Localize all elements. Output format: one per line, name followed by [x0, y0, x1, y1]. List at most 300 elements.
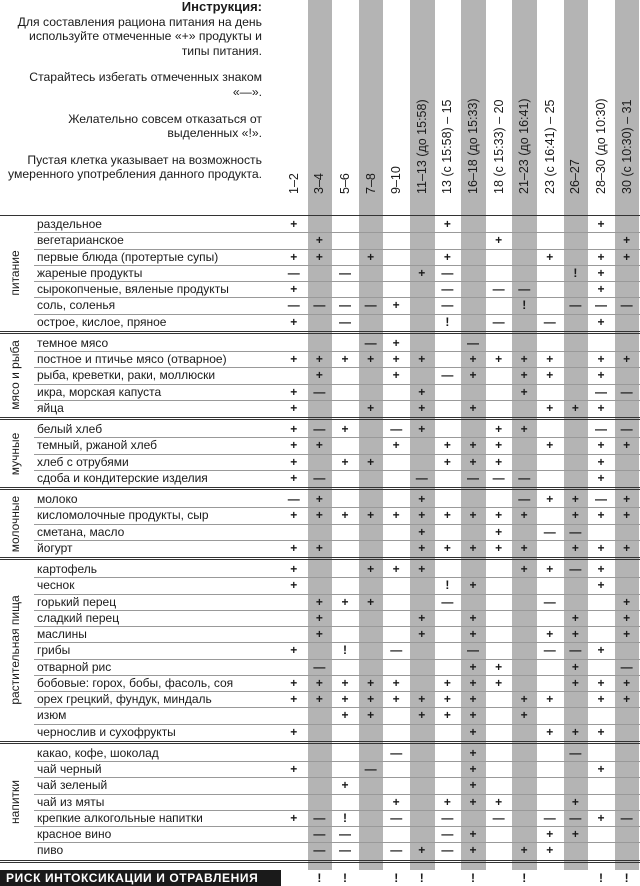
table-cell: — — [313, 827, 326, 841]
table-cell: — — [492, 314, 505, 329]
table-row — [0, 642, 640, 658]
column-header-label: 30 (с 10:30) – 31 — [619, 99, 634, 194]
group-divider — [0, 419, 640, 420]
table-cell: + — [392, 438, 400, 453]
table-cell: — — [441, 282, 454, 296]
table-cell: — — [313, 659, 326, 674]
category-label: мясо и рыба — [8, 340, 22, 411]
table-cell: + — [367, 708, 375, 723]
table-cell: + — [367, 454, 375, 469]
column-header-label: 21–23 (до 16:41) — [517, 98, 532, 194]
table-cell: — — [518, 282, 531, 296]
table-cell: + — [571, 610, 579, 625]
table-row — [0, 724, 640, 740]
row-label: изюм — [37, 708, 67, 723]
table-cell: + — [469, 610, 477, 625]
table-cell: + — [469, 762, 477, 776]
table-cell: — — [390, 422, 403, 436]
group-divider — [0, 559, 640, 560]
table-row — [0, 297, 640, 313]
table-cell: + — [597, 508, 605, 523]
table-cell: — — [441, 265, 454, 280]
table-cell: + — [469, 827, 477, 841]
column-header — [281, 0, 307, 216]
group-divider — [0, 557, 640, 558]
risk-cell: ! — [522, 871, 527, 885]
table-cell: + — [392, 794, 400, 809]
table-cell: + — [290, 562, 298, 576]
table-cell: + — [418, 610, 426, 625]
table-cell: + — [546, 843, 554, 858]
row-divider — [34, 577, 640, 578]
instructions-block: Инструкция: Для составления рациона питания на день используйте отмеченные «+» продукты и типы питания. Старайтесь избегать отмеченных знаком «—». Желательно совсем отказаться от выделенных «!». Пустая клетка указывает на возможность умеренного употребления данного продукта. — [0, 0, 262, 182]
row-label: сдоба и кондитерские изделия — [37, 470, 208, 485]
table-cell: + — [315, 627, 323, 641]
table-row — [0, 454, 640, 470]
table-cell: + — [546, 249, 554, 264]
group-divider — [0, 487, 640, 488]
table-cell: + — [315, 540, 323, 555]
column-header — [563, 0, 589, 216]
table-cell: + — [597, 562, 605, 576]
table-cell: + — [418, 524, 426, 539]
table-row — [0, 507, 640, 523]
table-cell: + — [571, 508, 579, 523]
table-cell: — — [569, 810, 582, 825]
row-label: крепкие алкогольные напитки — [37, 810, 203, 825]
table-cell: + — [315, 492, 323, 506]
column-header — [383, 0, 409, 216]
table-row — [0, 491, 640, 507]
table-cell: — — [390, 810, 403, 825]
column-header — [588, 0, 614, 216]
row-label: чернослив и сухофрукты — [37, 724, 176, 739]
table-cell: + — [469, 745, 477, 760]
table-row — [0, 626, 640, 642]
table-row — [0, 659, 640, 675]
row-label: отварной рис — [37, 659, 112, 674]
table-cell: + — [418, 627, 426, 641]
table-cell: + — [571, 400, 579, 415]
table-cell: + — [418, 492, 426, 506]
row-label: вегетарианское — [37, 233, 124, 248]
group-divider — [0, 489, 640, 490]
table-row — [0, 577, 640, 593]
table-cell: + — [571, 492, 579, 506]
table-cell: — — [313, 810, 326, 825]
table-cell: + — [520, 708, 528, 723]
table-row — [0, 675, 640, 691]
table-cell: + — [443, 794, 451, 809]
table-cell: + — [546, 368, 554, 383]
table-cell: + — [597, 810, 605, 825]
table-cell: + — [495, 524, 503, 539]
table-cell: + — [597, 675, 605, 690]
table-row — [0, 367, 640, 383]
column-header — [537, 0, 563, 216]
table-row — [0, 400, 640, 416]
table-cell: + — [495, 233, 503, 248]
table-cell: + — [597, 368, 605, 383]
table-cell: — — [594, 298, 607, 313]
column-header — [409, 0, 435, 216]
table-cell: + — [495, 352, 503, 366]
row-label: первые блюда (протертые супы) — [37, 249, 219, 264]
table-cell: — — [390, 745, 403, 760]
table-cell: + — [597, 540, 605, 555]
table-cell: + — [418, 843, 426, 858]
table-cell: + — [520, 540, 528, 555]
table-row — [0, 384, 640, 400]
column-header — [332, 0, 358, 216]
table-cell: + — [341, 352, 349, 366]
table-cell: — — [415, 470, 428, 485]
table-cell: + — [520, 368, 528, 383]
table-row — [0, 810, 640, 826]
table-cell: + — [341, 675, 349, 690]
column-header-label: 13 (с 15:58) – 15 — [440, 99, 455, 194]
table-cell: + — [315, 438, 323, 453]
table-row — [0, 249, 640, 265]
table-cell: + — [418, 562, 426, 576]
table-cell: + — [443, 249, 451, 264]
row-label: жареные продукты — [37, 265, 143, 280]
column-header — [358, 0, 384, 216]
row-label: чай из мяты — [37, 794, 105, 809]
table-cell: + — [597, 724, 605, 739]
table-cell: + — [597, 643, 605, 658]
table-cell: + — [367, 675, 375, 690]
column-header-label: 9–10 — [389, 166, 404, 194]
table-cell: + — [520, 508, 528, 523]
table-cell: + — [418, 692, 426, 706]
table-cell: — — [313, 384, 326, 399]
column-header — [307, 0, 333, 216]
table-cell: + — [597, 578, 605, 593]
table-cell: + — [469, 778, 477, 793]
table-cell: + — [597, 352, 605, 366]
row-label: сладкий перец — [37, 610, 120, 625]
table-cell: — — [543, 594, 556, 609]
table-row — [0, 777, 640, 793]
table-cell: — — [492, 810, 505, 825]
table-cell: + — [290, 314, 298, 329]
table-row — [0, 437, 640, 453]
table-cell: + — [623, 249, 631, 264]
table-cell: ! — [522, 298, 527, 313]
table-cell: — — [313, 422, 326, 436]
table-cell: — — [543, 643, 556, 658]
table-cell: ! — [445, 578, 450, 593]
category-label: молочные — [8, 495, 22, 552]
table-cell: + — [623, 692, 631, 706]
table-cell: + — [495, 675, 503, 690]
table-cell: + — [546, 827, 554, 841]
table-cell: + — [571, 675, 579, 690]
table-cell: + — [546, 492, 554, 506]
table-cell: + — [623, 233, 631, 248]
row-divider — [34, 794, 640, 795]
column-header-label: 1–2 — [286, 173, 301, 194]
table-cell: + — [623, 610, 631, 625]
table-row — [0, 470, 640, 486]
table-cell: + — [392, 335, 400, 350]
table-row — [0, 842, 640, 858]
table-cell: — — [466, 643, 479, 658]
row-label: сырокопченые, вяленые продукты — [37, 282, 229, 296]
column-header-label: 5–6 — [337, 173, 352, 194]
table-cell: + — [597, 454, 605, 469]
row-label: грибы — [37, 643, 71, 658]
risk-cell: ! — [394, 871, 399, 885]
table-cell: — — [441, 827, 454, 841]
table-cell: — — [338, 843, 351, 858]
table-cell: + — [597, 438, 605, 453]
table-cell: — — [594, 422, 607, 436]
risk-cell: ! — [342, 871, 347, 885]
table-cell: + — [290, 508, 298, 523]
category-label: питание — [8, 250, 22, 296]
table-cell: + — [469, 843, 477, 858]
table-cell: + — [443, 692, 451, 706]
table-cell: + — [597, 265, 605, 280]
table-cell: + — [623, 438, 631, 453]
row-divider — [34, 659, 640, 660]
table-cell: — — [620, 810, 633, 825]
table-row — [0, 421, 640, 437]
table-row — [0, 761, 640, 777]
table-cell: + — [341, 594, 349, 609]
table-cell: + — [315, 675, 323, 690]
table-cell: + — [597, 762, 605, 776]
table-cell: + — [443, 508, 451, 523]
table-cell: — — [543, 524, 556, 539]
table-cell: — — [594, 384, 607, 399]
column-header-label: 26–27 — [568, 159, 583, 194]
table-cell: + — [443, 454, 451, 469]
instruction-text-1: Для составления рациона питания на день используйте отмеченные «+» продукты и типы питания. — [17, 14, 262, 58]
table-cell: — — [594, 492, 607, 506]
row-label: постное и птичье мясо (отварное) — [37, 352, 227, 366]
table-cell: + — [546, 627, 554, 641]
row-label: йогурт — [37, 540, 73, 555]
table-cell: + — [418, 708, 426, 723]
table-cell: + — [341, 422, 349, 436]
table-cell: + — [315, 508, 323, 523]
column-header-label: 7–8 — [363, 173, 378, 194]
row-divider — [34, 540, 640, 541]
column-header-label: 18 (с 15:33) – 20 — [491, 99, 506, 194]
table-row — [0, 610, 640, 626]
instruction-text-2: Старайтесь избегать отмеченных знаком «—». — [29, 70, 262, 99]
table-cell: + — [315, 352, 323, 366]
table-row — [0, 216, 640, 232]
category-label: мучные — [8, 432, 22, 475]
table-cell: + — [367, 692, 375, 706]
table-cell: + — [495, 659, 503, 674]
table-cell: + — [571, 724, 579, 739]
table-cell: + — [315, 249, 323, 264]
table-cell: — — [569, 524, 582, 539]
table-cell: + — [546, 692, 554, 706]
risk-row-label: РИСК ИНТОКСИКАЦИИ И ОТРАВЛЕНИЯ — [0, 870, 281, 886]
table-cell: ! — [445, 314, 450, 329]
row-label: темный, ржаной хлеб — [37, 438, 158, 453]
table-cell: + — [546, 352, 554, 366]
risk-cell: ! — [419, 871, 424, 885]
table-cell: + — [290, 675, 298, 690]
table-cell: + — [418, 400, 426, 415]
table-row — [0, 594, 640, 610]
table-cell: — — [338, 314, 351, 329]
table-cell: + — [469, 794, 477, 809]
row-label: острое, кислое, пряное — [37, 314, 167, 329]
table-row — [0, 314, 640, 330]
table-row — [0, 794, 640, 810]
table-cell: + — [290, 282, 298, 296]
table-cell: — — [620, 298, 633, 313]
row-label: чай зеленый — [37, 778, 108, 793]
table-cell: + — [443, 438, 451, 453]
table-cell: + — [367, 562, 375, 576]
table-cell: — — [569, 298, 582, 313]
table-cell: + — [495, 540, 503, 555]
table-row — [0, 335, 640, 351]
table-cell: + — [495, 794, 503, 809]
column-header-label: 11–13 (до 15:58) — [414, 99, 429, 194]
table-cell: + — [623, 492, 631, 506]
table-cell: + — [469, 724, 477, 739]
table-cell: + — [290, 454, 298, 469]
table-cell: + — [367, 352, 375, 366]
table-cell: + — [392, 692, 400, 706]
table-cell: + — [341, 508, 349, 523]
row-label: раздельное — [37, 217, 102, 231]
table-cell: — — [287, 492, 300, 506]
table-cell: + — [597, 217, 605, 231]
category-label: напитки — [8, 779, 22, 824]
table-row — [0, 826, 640, 842]
table-cell: — — [313, 470, 326, 485]
row-label: чеснок — [37, 578, 75, 593]
table-cell: + — [597, 692, 605, 706]
table-cell: + — [418, 422, 426, 436]
row-divider — [34, 761, 640, 762]
table-cell: + — [392, 508, 400, 523]
table-cell: — — [441, 810, 454, 825]
column-header — [614, 0, 640, 216]
table-cell: + — [623, 627, 631, 641]
table-cell: + — [469, 454, 477, 469]
row-label: какао, кофе, шоколад — [37, 745, 159, 760]
table-cell: + — [469, 708, 477, 723]
column-header-label: 3–4 — [312, 173, 327, 194]
table-row — [0, 691, 640, 707]
table-cell: + — [443, 675, 451, 690]
table-cell: + — [469, 578, 477, 593]
table-cell: — — [364, 335, 377, 350]
row-label: сметана, масло — [37, 524, 125, 539]
table-cell: + — [315, 610, 323, 625]
table-cell: + — [520, 352, 528, 366]
table-row — [0, 232, 640, 248]
table-cell: + — [571, 794, 579, 809]
table-cell: + — [290, 643, 298, 658]
row-label: пиво — [37, 843, 64, 858]
group-divider — [0, 333, 640, 334]
table-cell: + — [290, 810, 298, 825]
row-label: бобовые: горох, бобы, фасоль, соя — [37, 675, 234, 690]
table-cell: + — [623, 594, 631, 609]
table-cell: + — [418, 508, 426, 523]
table-cell: — — [313, 843, 326, 858]
table-cell: — — [441, 368, 454, 383]
table-cell: + — [571, 659, 579, 674]
table-cell: + — [495, 438, 503, 453]
table-cell: + — [418, 384, 426, 399]
table-cell: + — [546, 562, 554, 576]
table-cell: — — [466, 470, 479, 485]
row-label: красное вино — [37, 827, 112, 841]
table-cell: + — [367, 594, 375, 609]
table-cell: + — [290, 724, 298, 739]
table-cell: + — [469, 659, 477, 674]
table-cell: + — [418, 265, 426, 280]
table-row — [0, 540, 640, 556]
table-cell: — — [466, 335, 479, 350]
column-header-label: 16–18 (до 15:33) — [465, 98, 480, 194]
row-divider — [34, 470, 640, 471]
table-cell: — — [492, 470, 505, 485]
table-cell: + — [341, 778, 349, 793]
table-cell: + — [546, 438, 554, 453]
table-cell: + — [392, 352, 400, 366]
risk-cell: ! — [470, 871, 475, 885]
table-cell: + — [469, 675, 477, 690]
table-row — [0, 561, 640, 577]
table-cell: — — [390, 643, 403, 658]
table-cell: + — [597, 249, 605, 264]
table-cell: + — [290, 762, 298, 776]
instructions-title: Инструкция — [181, 0, 258, 14]
table-cell: — — [287, 298, 300, 313]
table-cell: + — [597, 470, 605, 485]
table-cell: + — [290, 422, 298, 436]
table-cell: — — [620, 384, 633, 399]
table-cell: — — [441, 843, 454, 858]
row-label: икра, морская капуста — [37, 384, 162, 399]
column-header-label: 23 (с 16:41) – 25 — [542, 99, 557, 194]
table-cell: ! — [342, 643, 347, 658]
column-header-label: 28–30 (до 10:30) — [593, 98, 608, 194]
table-cell: — — [441, 594, 454, 609]
table-cell: ! — [573, 265, 578, 280]
table-cell: + — [290, 249, 298, 264]
table-cell: + — [341, 708, 349, 723]
table-cell: — — [364, 762, 377, 776]
table-cell: — — [390, 843, 403, 858]
row-divider — [34, 232, 640, 233]
group-divider — [0, 743, 640, 744]
table-cell: — — [338, 298, 351, 313]
group-divider — [0, 331, 640, 332]
row-divider — [34, 384, 640, 385]
table-cell: + — [520, 843, 528, 858]
table-cell: + — [392, 562, 400, 576]
table-cell: + — [571, 827, 579, 841]
table-cell: + — [571, 540, 579, 555]
table-cell: + — [469, 400, 477, 415]
